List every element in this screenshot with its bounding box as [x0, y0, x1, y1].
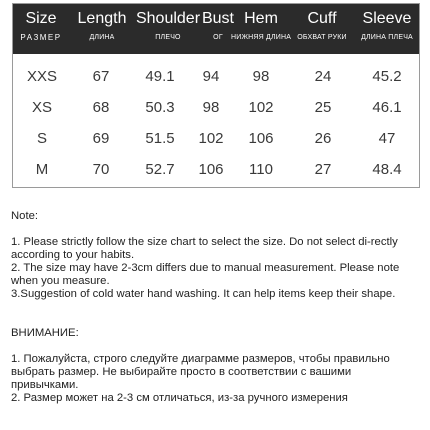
- notes-title: Note:: [11, 210, 39, 222]
- header-label: Shoulder: [135, 10, 201, 27]
- sleeve-cell: 48.4: [372, 161, 402, 178]
- header-sublabel: ОГ: [213, 34, 223, 41]
- header-sublabel: ПЛЕЧО: [155, 34, 181, 41]
- hem-cell: 110: [249, 161, 273, 178]
- shoulder-cell: 50.3: [145, 99, 175, 116]
- cuff-cell: 27: [314, 161, 332, 178]
- table-row: [13, 62, 419, 92]
- table-row: [13, 124, 419, 154]
- header-label: Bust: [201, 10, 234, 27]
- size-cell: M: [35, 161, 49, 178]
- header-label: Hem: [244, 10, 278, 27]
- bust-cell: 98: [202, 99, 220, 116]
- header-label: Length: [77, 10, 127, 27]
- cuff-cell: 24: [314, 68, 332, 85]
- header-cuff: [291, 4, 353, 54]
- cuff-cell: 25: [314, 99, 332, 116]
- header-sleeve: [353, 4, 421, 54]
- bust-cell: 94: [202, 68, 220, 85]
- sleeve-cell: 46.1: [372, 99, 402, 116]
- sleeve-cell: 47: [378, 130, 396, 147]
- warning-title: ВНИМАНИЕ:: [11, 327, 79, 339]
- note-item: 3.Suggestion of cold water hand washing. It can help items keep their shape.: [11, 288, 396, 300]
- note-item: 2. The size may have 2-3cm differs due to manual measurement. Please note when you measure.: [11, 262, 400, 287]
- size-cell: XS: [31, 99, 52, 116]
- sleeve-cell: 45.2: [372, 68, 402, 85]
- header-sublabel: НИЖНЯЯ ДЛИНА: [231, 34, 292, 41]
- hem-cell: 106: [248, 130, 274, 147]
- length-cell: 68: [92, 99, 110, 116]
- shoulder-cell: 49.1: [145, 68, 175, 85]
- notes-section: [11, 210, 411, 405]
- bust-cell: 102: [198, 130, 224, 147]
- size-cell: XXS: [26, 68, 57, 85]
- header-sublabel: РАЗМЕР: [20, 33, 62, 42]
- table-row: [13, 155, 419, 185]
- length-cell: 67: [92, 68, 110, 85]
- bust-cell: 106: [198, 161, 224, 178]
- header-label: Cuff: [307, 10, 337, 27]
- header-sublabel: ОБХВАТ РУКИ: [297, 34, 347, 41]
- table-header: [13, 4, 419, 54]
- header-sublabel: ДЛИНА ПЛЕЧА: [361, 34, 413, 41]
- warning-item: 2. Размер может на 2-3 см отличаться, из-за ручного измерения: [11, 392, 348, 404]
- length-cell: 70: [92, 161, 110, 178]
- header-label: Sleeve: [362, 10, 412, 27]
- hem-cell: 98: [252, 68, 270, 85]
- warning-item: 1. Пожалуйста, строго следуйте диаграмме размеров, чтобы правильно выбрать размер. Не выбирайте просто в соответствии с вашими привычками.: [11, 353, 390, 391]
- shoulder-cell: 51.5: [145, 130, 175, 147]
- size-chart-table: [12, 3, 420, 188]
- header-length: [71, 4, 133, 54]
- header-sublabel: ДЛИНА: [89, 34, 115, 41]
- length-cell: 69: [92, 130, 110, 147]
- hem-cell: 102: [248, 99, 274, 116]
- cuff-cell: 26: [314, 130, 332, 147]
- size-cell: S: [36, 130, 47, 147]
- header-size: [13, 4, 69, 54]
- note-item: 1. Please strictly follow the size chart to select the size. Do not select di-rectly according to your habits.: [11, 236, 398, 261]
- header-hem: [231, 4, 291, 54]
- table-row: [13, 93, 419, 123]
- shoulder-cell: 52.7: [145, 161, 175, 178]
- header-label: Size: [25, 10, 57, 27]
